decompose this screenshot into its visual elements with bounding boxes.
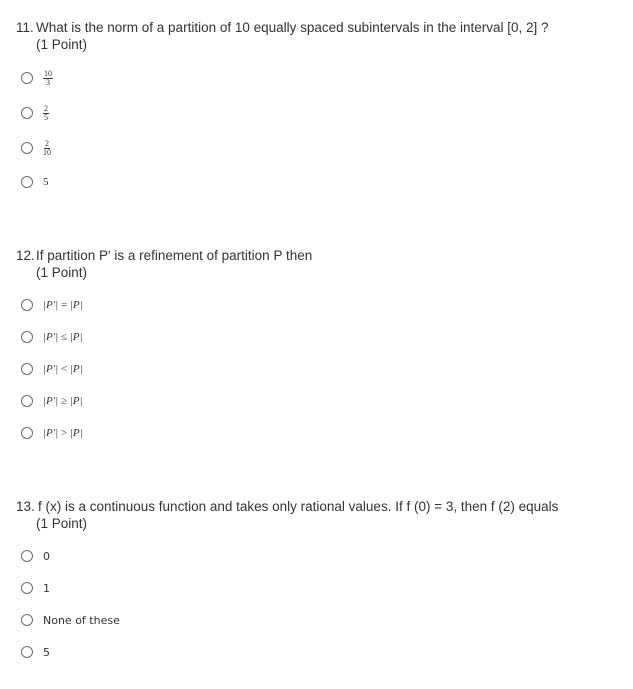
question-text: If partition P' is a refinement of partition P then	[36, 248, 313, 263]
question-points: (1 Point)	[36, 37, 88, 52]
fraction-label: $\frac{10}{3}$	[44, 68, 52, 87]
question-text: What is the norm of a partition of 10 equally spaced subintervals in the interval [0, 2] ?	[36, 20, 549, 35]
fraction-label: $\frac{2}{10}$	[43, 138, 51, 157]
option-label: None of these	[43, 613, 120, 627]
option-q11-a[interactable]	[21, 69, 53, 87]
option-q11-d[interactable]	[21, 173, 49, 191]
radio-button[interactable]	[21, 395, 33, 407]
option-q13-a[interactable]	[21, 547, 50, 565]
option-label: 5	[43, 645, 50, 659]
radio-button[interactable]	[21, 331, 33, 343]
math-label: |P′| < |P|	[43, 363, 83, 375]
radio-button[interactable]	[21, 142, 33, 154]
option-label: 5	[43, 176, 49, 188]
math-label: |P′| > |P|	[43, 427, 83, 439]
question-title	[16, 19, 616, 36]
option-q13-b[interactable]	[21, 579, 50, 597]
radio-button[interactable]	[21, 72, 33, 84]
radio-button[interactable]	[21, 582, 33, 594]
option-label: 0	[43, 549, 50, 563]
radio-button[interactable]	[21, 299, 33, 311]
option-q12-c[interactable]	[21, 360, 83, 378]
radio-button[interactable]	[21, 550, 33, 562]
fraction-label: $\frac{2}{5}$	[44, 103, 48, 122]
option-q13-d[interactable]	[21, 643, 50, 661]
radio-button[interactable]	[21, 614, 33, 626]
option-label: 1	[43, 581, 50, 595]
math-label: |P′| ≥ |P|	[43, 395, 83, 407]
question-number: 12.	[16, 248, 35, 263]
question-title	[16, 247, 616, 264]
radio-button[interactable]	[21, 646, 33, 658]
question-13	[16, 498, 616, 532]
question-11	[16, 19, 616, 53]
question-text: f (x) is a continuous function and takes only rational values. If f (0) = 3, then f (2) equals	[38, 499, 559, 514]
option-q12-b[interactable]	[21, 328, 83, 346]
radio-button[interactable]	[21, 427, 33, 439]
option-q12-d[interactable]	[21, 392, 83, 410]
question-points: (1 Point)	[36, 516, 88, 531]
option-q11-b[interactable]	[21, 104, 49, 122]
option-q12-e[interactable]	[21, 424, 83, 442]
option-q12-a[interactable]	[21, 296, 83, 314]
radio-button[interactable]	[21, 176, 33, 188]
math-label: |P′| ≤ |P|	[43, 331, 83, 343]
option-q11-c[interactable]	[21, 139, 51, 157]
radio-button[interactable]	[21, 107, 33, 119]
option-q13-c[interactable]	[21, 611, 120, 629]
question-title	[16, 498, 616, 515]
question-12	[16, 247, 616, 281]
question-points: (1 Point)	[36, 265, 88, 280]
radio-button[interactable]	[21, 363, 33, 375]
question-number: 11.	[16, 20, 34, 35]
question-number: 13.	[16, 499, 35, 514]
math-label: |P′| = |P|	[43, 299, 83, 311]
